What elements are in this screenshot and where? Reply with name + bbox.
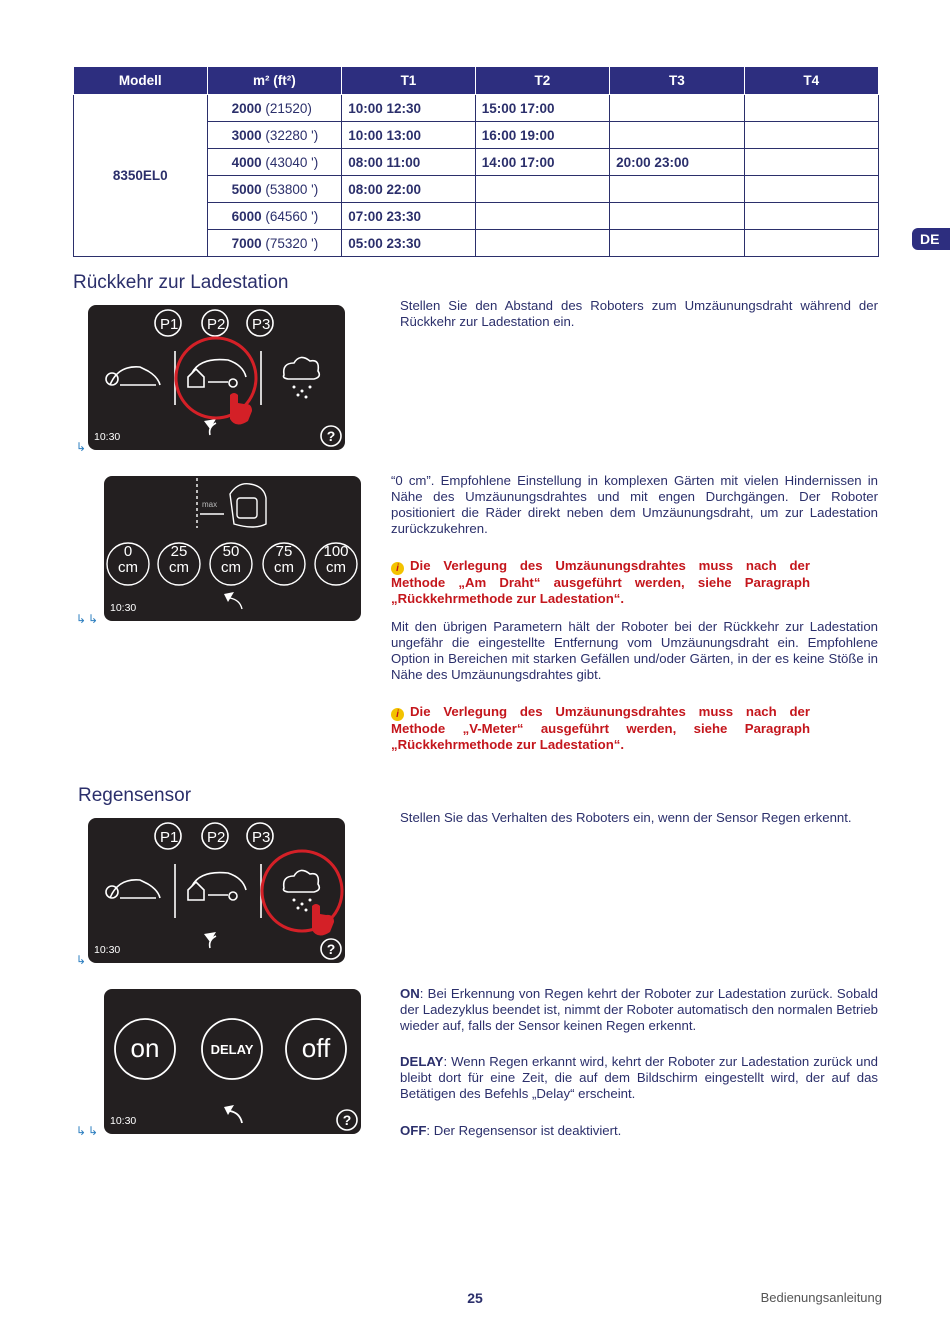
- clock-time: 10:30: [94, 944, 121, 956]
- return-intro-text: Stellen Sie den Abstand des Roboters zum Umzäunungsdraht während der Rückkehr zur Ladestation ein.: [400, 298, 878, 329]
- screen-rain-settings: [88, 818, 345, 963]
- option-50cm-button[interactable]: 50 cm: [221, 543, 241, 576]
- area-cell: 3000 (32280 '): [207, 122, 342, 149]
- t1-cell: 05:00 23:30: [342, 230, 475, 257]
- t2-cell: 16:00 19:00: [475, 122, 609, 149]
- t2-cell: 15:00 17:00: [475, 95, 609, 122]
- option-100cm-button[interactable]: 100 cm: [323, 543, 349, 576]
- t3-cell: [610, 203, 744, 230]
- model-cell: 8350EL0: [74, 95, 208, 257]
- area-cell: 2000 (21520): [207, 95, 342, 122]
- area-cell: 4000 (43040 '): [207, 149, 342, 176]
- p1-button[interactable]: P1: [160, 829, 179, 846]
- schedule-table: [73, 66, 879, 257]
- warning-am-draht: i Die Verlegung des Umzäunungsdrahtes muss nach der Methode „Am Draht“ ausgeführt werden, siehe Paragraph „Rückkehrmethode zur Ladestation“.: [391, 558, 810, 606]
- t1-cell: 10:00 12:30: [342, 95, 475, 122]
- help-button[interactable]: ?: [342, 1112, 352, 1128]
- t4-cell: [744, 95, 878, 122]
- p3-button[interactable]: P3: [252, 316, 271, 333]
- t4-cell: [744, 203, 878, 230]
- p2-button[interactable]: P2: [207, 316, 226, 333]
- p1-button[interactable]: P1: [160, 316, 179, 333]
- area-cell: 7000 (75320 '): [207, 230, 342, 257]
- return-other-text: Mit den übrigen Parametern hält der Roboter bei der Rückkehr zur Ladestation ungefähr die eingestellte Entfernung vom Umzäunungsdraht ein. Empfohlene Option in Bereichen mit starken Gefällen und/oder Gärten, in der es keine Stöße in Nähe des Umzäunungsdrahtes gibt.: [391, 619, 878, 682]
- t4-cell: [744, 230, 878, 257]
- area-cell: 6000 (64560 '): [207, 203, 342, 230]
- t1-cell: 08:00 22:00: [342, 176, 475, 203]
- t1-cell: 08:00 11:00: [342, 149, 475, 176]
- help-button[interactable]: ?: [326, 941, 336, 957]
- t1-cell: 07:00 23:30: [342, 203, 475, 230]
- t4-cell: [744, 149, 878, 176]
- help-button[interactable]: ?: [326, 428, 336, 444]
- t2-cell: 14:00 17:00: [475, 149, 609, 176]
- hand-pointer-icon: [312, 904, 334, 936]
- header-t4: T4: [744, 67, 878, 95]
- nav-arrow-icon: ↳↳: [76, 612, 101, 626]
- rain-on-button[interactable]: on: [130, 1033, 160, 1063]
- return-0cm-text: “0 cm”. Empfohlene Einstellung in komplexen Gärten mit vielen Hindernissen in Nähe des Umzäunungsdrahtes und mit engen Durchgängen. Der Roboter positioniert die Räder direkt neben dem Umzäunungsdraht, um zur Ladestation zurückzukehren.: [391, 473, 878, 536]
- section-title-return: Rückkehr zur Ladestation: [73, 272, 289, 293]
- table-row: [74, 95, 879, 122]
- nav-arrow-icon: ↳: [76, 953, 89, 967]
- warning-icon: i: [391, 708, 404, 721]
- page-number: 25: [467, 1290, 483, 1306]
- warning-v-meter: i Die Verlegung des Umzäunungsdrahtes muss nach der Methode „V-Meter“ ausgeführt werden, siehe Paragraph „Rückkehrmethode zur Ladestation“.: [391, 704, 810, 752]
- clock-time: 10:30: [110, 1115, 137, 1127]
- t3-cell: [610, 122, 744, 149]
- rain-intro-text: Stellen Sie das Verhalten des Roboters ein, wenn der Sensor Regen erkennt.: [400, 810, 852, 825]
- section-title-rain: Regensensor: [78, 785, 192, 806]
- clock-time: 10:30: [110, 602, 137, 614]
- t2-cell: [475, 203, 609, 230]
- hand-pointer-icon: [230, 393, 252, 425]
- nav-arrow-icon: ↳: [76, 440, 89, 454]
- t1-cell: 10:00 13:00: [342, 122, 475, 149]
- screen-return-settings: [88, 305, 345, 450]
- header-t3: T3: [610, 67, 744, 95]
- rain-on-text: ON: Bei Erkennung von Regen kehrt der Roboter zur Ladestation zurück. Sobald der Ladezyklus beendet ist, nimmt der Roboter automatisch den normalen Betrieb wieder auf, falls der Sensor keinen Regen erkennt.: [400, 986, 878, 1033]
- option-75cm-button[interactable]: 75 cm: [274, 543, 294, 576]
- footer-document-title: Bedienungsanleitung: [760, 1290, 882, 1305]
- rain-delay-text: DELAY: Wenn Regen erkannt wird, kehrt der Roboter zur Ladestation zurück und bleibt dort für eine Zeit, die auf dem Bildschirm eingestellt wird, der auf das Betätigen des Befehls „Delay“ erscheint.: [400, 1054, 878, 1101]
- table-header-row: [74, 67, 879, 95]
- nav-arrow-icon: ↳↳: [76, 1124, 101, 1138]
- header-area: m² (ft²): [207, 67, 342, 95]
- header-modell: Modell: [74, 67, 208, 95]
- max-label: max: [202, 500, 218, 509]
- t3-cell: [610, 230, 744, 257]
- t4-cell: [744, 176, 878, 203]
- t2-cell: [475, 176, 609, 203]
- screen-rain-mode: [104, 989, 361, 1134]
- screen-distance: [104, 476, 361, 621]
- p3-button[interactable]: P3: [252, 829, 271, 846]
- language-tab: DE: [912, 228, 950, 250]
- rain-delay-button[interactable]: DELAY: [210, 1042, 254, 1057]
- rain-off-button[interactable]: off: [301, 1033, 331, 1063]
- t4-cell: [744, 122, 878, 149]
- header-t2: T2: [475, 67, 609, 95]
- t3-cell: [610, 95, 744, 122]
- t3-cell: [610, 176, 744, 203]
- p2-button[interactable]: P2: [207, 829, 226, 846]
- clock-time: 10:30: [94, 431, 121, 443]
- warning-icon: i: [391, 562, 404, 575]
- area-cell: 5000 (53800 '): [207, 176, 342, 203]
- rain-off-text: OFF: Der Regensensor ist deaktiviert.: [400, 1123, 622, 1138]
- header-t1: T1: [342, 67, 475, 95]
- option-0cm-button[interactable]: 0 cm: [118, 543, 138, 576]
- option-25cm-button[interactable]: 25 cm: [169, 543, 189, 576]
- t3-cell: 20:00 23:00: [610, 149, 744, 176]
- t2-cell: [475, 230, 609, 257]
